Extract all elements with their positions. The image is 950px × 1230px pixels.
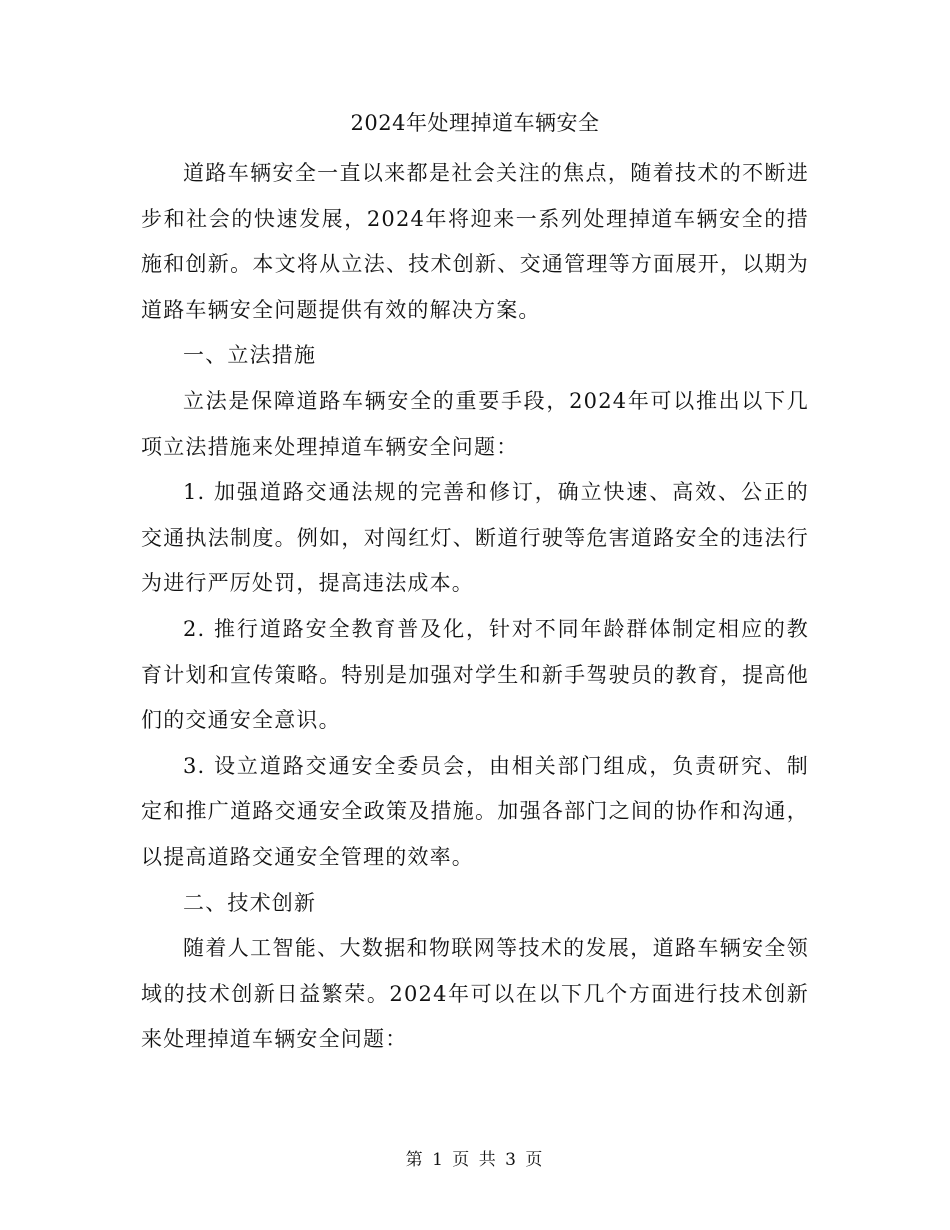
document-body <box>141 151 809 1063</box>
legislation-item-2: 2. 推行道路安全教育普及化，针对不同年龄群体制定相应的教育计划和宣传策略。特别是加强对学生和新手驾驶员的教育，提高他们的交通安全意识。 <box>141 616 809 733</box>
section-heading-technology: 二、技术创新 <box>183 890 317 915</box>
legislation-intro-paragraph: 立法是保障道路车辆安全的重要手段，2024年可以推出以下几项立法措施来处理掉道车辆安全问题： <box>141 388 809 459</box>
technology-intro-paragraph: 随着人工智能、大数据和物联网等技术的发展，道路车辆安全领域的技术创新日益繁荣。2024年可以在以下几个方面进行技术创新来处理掉道车辆安全问题： <box>141 936 809 1052</box>
legislation-item-3: 3. 设立道路交通安全委员会，由相关部门组成，负责研究、制定和推广道路交通安全政策及措施。加强各部门之间的协作和沟通，以提高道路交通安全管理的效率。 <box>141 753 809 869</box>
document-title: 2024年处理掉道车辆安全 <box>350 111 600 135</box>
intro-paragraph: 道路车辆安全一直以来都是社会关注的焦点，随着技术的不断进步和社会的快速发展，2024年将迎来一系列处理掉道车辆安全的措施和创新。本文将从立法、技术创新、交通管理等方面展开，以期为道路车辆安全问题提供有效的解决方案。 <box>141 161 809 322</box>
section-heading-legislation: 一、立法措施 <box>183 343 317 368</box>
legislation-item-1: 1. 加强道路交通法规的完善和修订，确立快速、高效、公正的交通执法制度。例如，对闯红灯、断道行驶等危害道路安全的违法行为进行严厉处罚，提高违法成本。 <box>141 480 809 596</box>
page-footer: 第 1 页 共 3 页 <box>405 1150 545 1170</box>
